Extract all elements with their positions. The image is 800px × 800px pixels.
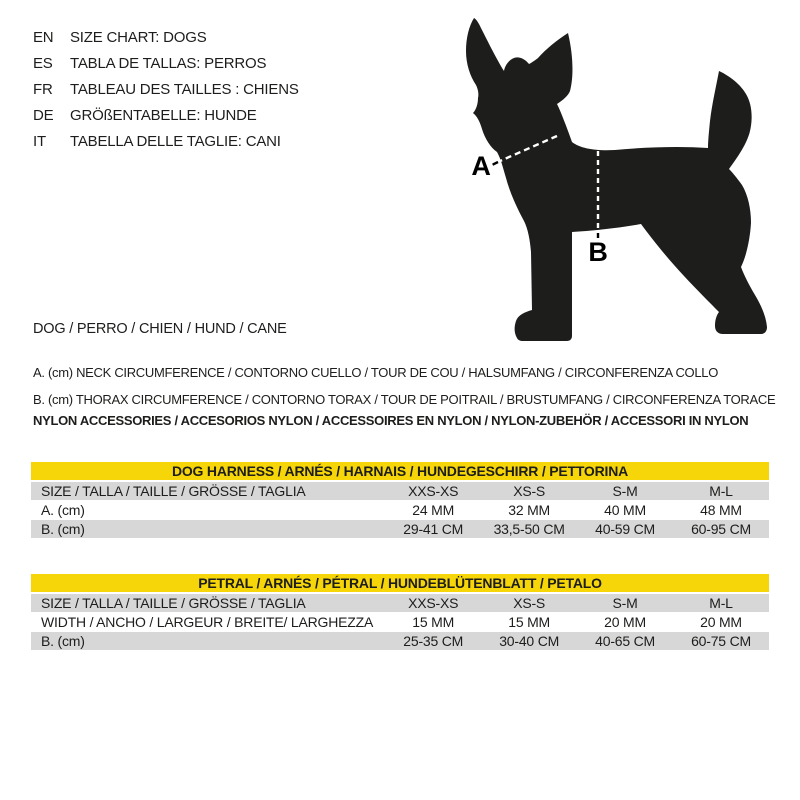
cell-value: 60-95 CM xyxy=(691,521,751,537)
language-list xyxy=(33,25,299,155)
table-row xyxy=(31,520,769,538)
cell-value: 48 MM xyxy=(700,502,742,518)
language-label: SIZE CHART: DOGS xyxy=(70,29,207,46)
table-row xyxy=(31,594,769,612)
cell-value: XS-S xyxy=(513,483,546,499)
language-code: DE xyxy=(33,107,54,124)
animal-caption: DOG / PERRO / CHIEN / HUND / CANE xyxy=(33,321,287,337)
cell-value: 32 MM xyxy=(508,502,551,518)
table-row xyxy=(31,632,769,650)
language-row xyxy=(33,129,299,155)
language-row xyxy=(33,25,299,51)
cell-value: S-M xyxy=(612,595,638,611)
table-title: DOG HARNESS / ARNÉS / HARNAIS / HUNDEGESCHIRR / PETTORINA xyxy=(31,462,769,480)
row-label: WIDTH / ANCHO / LARGEUR / BREITE/ LARGHEZZA xyxy=(41,614,374,630)
cell-value: 30-40 CM xyxy=(499,633,560,649)
cell-value: XXS-XS xyxy=(408,595,459,611)
cell-value: 33,5-50 CM xyxy=(493,521,565,537)
note-thorax: B. (cm) THORAX CIRCUMFERENCE / CONTORNO TORAX / TOUR DE POITRAIL / BRUSTUMFANG / CIRCONFERENZA TORACE xyxy=(33,392,776,407)
petral-table xyxy=(31,574,769,651)
cell-value: 20 MM xyxy=(604,614,646,630)
language-code: FR xyxy=(33,81,53,98)
cell-value: M-L xyxy=(709,483,733,499)
cell-value: 40-65 CM xyxy=(595,633,656,649)
marker-a-label: A xyxy=(471,151,491,181)
row-label: SIZE / TALLA / TAILLE / GRÖSSE / TAGLIA xyxy=(41,595,306,611)
row-label: B. (cm) xyxy=(41,521,85,537)
language-label: TABLEAU DES TAILLES : CHIENS xyxy=(70,81,299,98)
language-row xyxy=(33,77,299,103)
cell-value: 15 MM xyxy=(508,614,551,630)
cell-value: S-M xyxy=(612,483,638,499)
row-label: A. (cm) xyxy=(41,502,85,518)
row-label: B. (cm) xyxy=(41,633,85,649)
table-row xyxy=(31,613,769,631)
language-row xyxy=(33,51,299,77)
dog-diagram-svg xyxy=(420,10,780,350)
dog-silhouette xyxy=(466,18,767,341)
marker-b-label: B xyxy=(588,237,608,267)
table-row xyxy=(31,501,769,519)
harness-table xyxy=(31,462,769,539)
language-row xyxy=(33,103,299,129)
language-code: IT xyxy=(33,133,46,150)
cell-value: 20 MM xyxy=(700,614,742,630)
note-neck: A. (cm) NECK CIRCUMFERENCE / CONTORNO CUELLO / TOUR DE COU / HALSUMFANG / CIRCONFERENZA COLLO xyxy=(33,365,719,380)
table-row xyxy=(31,482,769,500)
cell-value: 15 MM xyxy=(412,614,455,630)
row-label: SIZE / TALLA / TAILLE / GRÖSSE / TAGLIA xyxy=(41,483,306,499)
cell-value: 24 MM xyxy=(412,502,455,518)
cell-value: 40 MM xyxy=(604,502,646,518)
neck-measure-line-ext xyxy=(492,162,498,165)
cell-value: 25-35 CM xyxy=(403,633,464,649)
cell-value: XXS-XS xyxy=(408,483,459,499)
cell-value: XS-S xyxy=(513,595,546,611)
note-material: NYLON ACCESSORIES / ACCESORIOS NYLON / ACCESSOIRES EN NYLON / NYLON-ZUBEHÖR / ACCESSORI IN NYLON xyxy=(33,413,749,428)
language-code: EN xyxy=(33,29,54,46)
cell-value: 29-41 CM xyxy=(403,521,464,537)
cell-value: M-L xyxy=(709,595,733,611)
language-code: ES xyxy=(33,55,53,72)
table-title: PETRAL / ARNÉS / PÉTRAL / HUNDEBLÜTENBLATT / PETALO xyxy=(31,574,769,592)
cell-value: 60-75 CM xyxy=(691,633,751,649)
language-label: TABLA DE TALLAS: PERROS xyxy=(70,55,267,72)
language-label: GRÖßENTABELLE: HUNDE xyxy=(70,107,257,124)
cell-value: 40-59 CM xyxy=(595,521,656,537)
dog-diagram xyxy=(420,10,780,350)
language-label: TABELLA DELLE TAGLIE: CANI xyxy=(70,133,281,150)
